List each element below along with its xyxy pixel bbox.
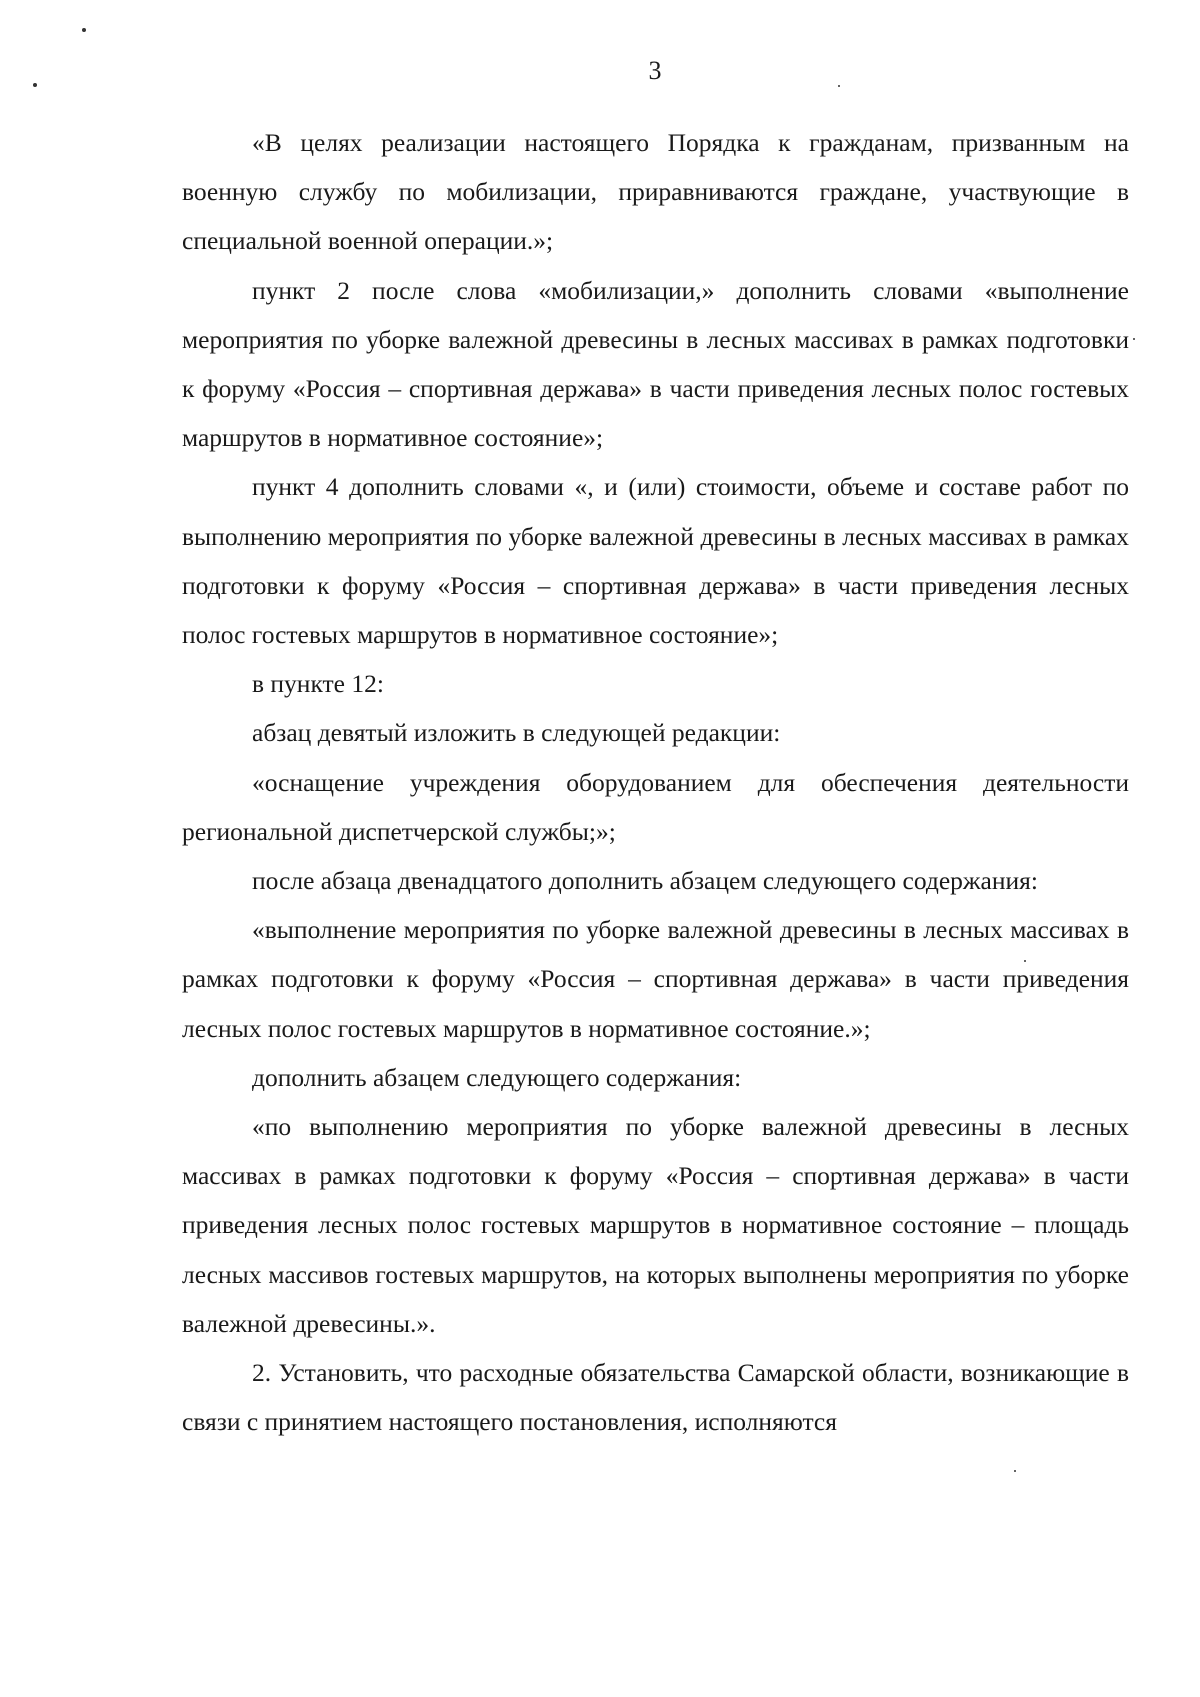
paragraph-new-abzac-text: «выполнение мероприятия по уборке валежной древесины в лесных массивах в рамках подготовки к форуму «Россия – спортивная держава» в части приведения лесных полос гостевых маршрутов в нормативное состояние.»;: [182, 915, 1129, 1043]
paragraph-item-2-amendment: пункт 2 после слова «мобилизации,» дополнить словами «выполнение мероприятия по уборке валежной древесины в лесных массивах в рамках подготовки к форуму «Россия – спортивная держава» в части приведения лесных полос гостевых маршрутов в нормативное состояние»;: [182, 275, 1129, 453]
scan-speck: [82, 28, 86, 32]
paragraph-ninth-abzac-text: «оснащение учреждения оборудованием для обеспечения деятельности региональной диспетчерской службы;»;: [182, 767, 1129, 846]
paragraph-ninth-abzac-instruction: абзац девятый изложить в следующей редакции:: [252, 718, 781, 748]
scan-speck: [33, 83, 37, 87]
scan-speck: [1133, 338, 1135, 340]
paragraph-item-12-heading: в пункте 12:: [252, 669, 384, 699]
scan-speck: [1024, 960, 1026, 962]
scan-speck: [1014, 1470, 1016, 1472]
page-number: 3: [648, 56, 662, 85]
document-body: [182, 118, 1129, 1446]
scan-speck: [838, 85, 840, 87]
paragraph-item-4-amendment: пункт 4 дополнить словами «, и (или) стоимости, объеме и составе работ по выполнению мероприятия по уборке валежной древесины в лесных массивах в рамках подготовки к форуму «Россия – спортивная держава» в части приведения лесных полос гостевых маршрутов в нормативное состояние»;: [182, 472, 1129, 650]
paragraph-add-abzac-instruction: дополнить абзацем следующего содержания:: [252, 1062, 742, 1092]
paragraph-after-twelfth-instruction: после абзаца двенадцатого дополнить абзацем следующего содержания:: [252, 866, 1038, 896]
paragraph-expense-obligations: 2. Установить, что расходные обязательства Самарской области, возникающие в связи с принятием настоящего постановления, исполняются: [182, 1358, 1129, 1437]
paragraph-added-abzac-text: «по выполнению мероприятия по уборке валежной древесины в лесных массивах в рамках подготовки к форуму «Россия – спортивная держава» в части приведения лесных полос гостевых маршрутов в нормативное состояние – площадь лесных массивов гостевых маршрутов, на которых выполнены мероприятия по уборке валежной древесины.».: [182, 1112, 1129, 1338]
paragraph-mobilization-equivalence: «В целях реализации настоящего Порядка к гражданам, призванным на военную службу по мобилизации, приравниваются граждане, участвующие в специальной военной операции.»;: [182, 128, 1129, 256]
